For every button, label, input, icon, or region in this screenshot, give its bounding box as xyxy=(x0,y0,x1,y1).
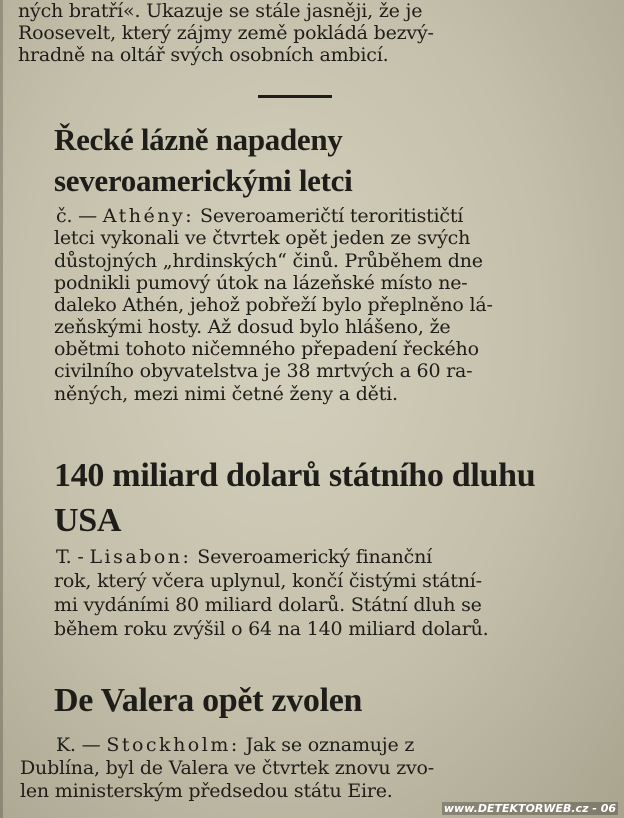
article1-line-9: něných, mezi nimi četné ženy a děti. xyxy=(54,383,398,405)
article1-line-7: obětmi tohoto ničemného přepadení řeckého xyxy=(54,338,479,360)
article1-line-1: Severoameričtí teroritističtí xyxy=(200,205,464,227)
article2-lead: T. - xyxy=(56,546,84,568)
article1-line-2: letci vykonali ve čtvrtek opět jeden ze svých xyxy=(54,227,471,249)
article3-dateline xyxy=(56,734,414,756)
column-edge xyxy=(0,0,3,818)
article3-headline: De Valera opět zvolen xyxy=(54,682,363,719)
watermark: www.DETEKTORWEB.cz - 06 xyxy=(443,802,616,815)
article2-dateline xyxy=(56,546,432,568)
article1-place: Athény: xyxy=(102,205,195,227)
article3-lead: K. — xyxy=(56,734,101,756)
article2-headline-line-2: USA xyxy=(54,502,122,539)
top-paragraph-line-2: Roosevelt, který zájmy země pokládá bezvý- xyxy=(18,22,434,44)
top-paragraph-line-1: ných bratří«. Ukazuje se stále jasněji, že je xyxy=(18,0,423,22)
article2-headline-line-1: 140 miliard dolarů státního dluhu xyxy=(54,457,536,494)
article1-line-5: daleko Athén, jehož pobřeží bylo přeplněno lá- xyxy=(54,294,493,316)
article1-headline-line-1: Řecké lázně napadeny xyxy=(54,122,343,157)
article1-line-8: civilního obyvatelstva je 38 mrtvých a 60 ra- xyxy=(54,360,473,382)
article1-line-6: zeňskými hosty. Až dosud bylo hlášeno, že xyxy=(54,316,451,338)
article2-line-4: během roku zvýšil o 64 na 140 miliard dolarů. xyxy=(54,618,489,640)
top-paragraph-line-3: hradně na oltář svých osobních ambicí. xyxy=(18,44,389,66)
article3-line-3: len ministerským předsedou státu Eire. xyxy=(20,780,393,802)
article2-line-3: mi vydáními 80 miliard dolarů. Státní dluh se xyxy=(54,594,482,616)
section-rule xyxy=(258,95,332,98)
article2-line-1: Severoamerický finanční xyxy=(197,546,432,568)
article2-line-2: rok, který včera uplynul, končí čistými státní- xyxy=(54,570,482,592)
article2-place: Lisabon: xyxy=(89,546,192,568)
article1-line-3: důstojných „hrdinských“ činů. Průběhem dne xyxy=(54,250,483,272)
article3-line-2: Dublína, byl de Valera ve čtvrtek znovu zvo- xyxy=(20,757,435,779)
article3-place: Stockholm: xyxy=(106,734,240,756)
article1-line-4: podnikli pumový útok na lázeňské místo ne- xyxy=(54,272,468,294)
article1-dateline xyxy=(56,205,463,227)
article1-lead: č. — xyxy=(56,205,97,227)
article1-headline-line-2: severoamerickými letci xyxy=(54,163,353,198)
article3-line-1: Jak se oznamuje z xyxy=(245,734,415,756)
